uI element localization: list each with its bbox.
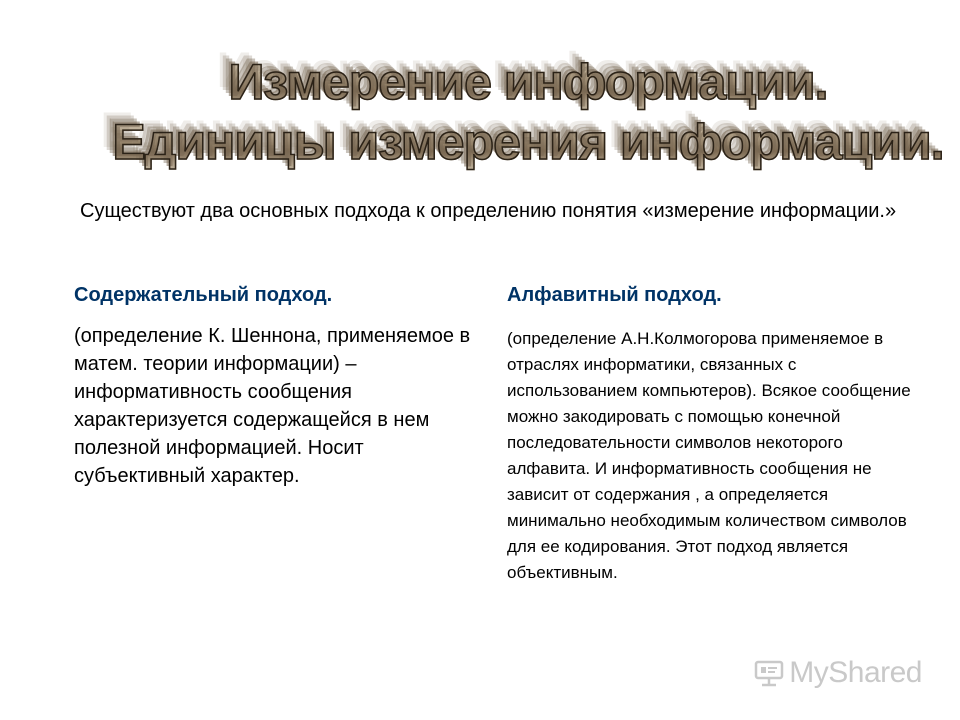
slide-title-line-2: Единицы измерения информации.: [48, 112, 960, 172]
alphabet-approach-column: [507, 282, 915, 586]
presentation-board-icon: [753, 658, 785, 688]
slide-title-line-1: Измерение информации.: [48, 52, 960, 112]
intro-text: Существуют два основных подхода к определению понятия «измерение информации.»: [80, 200, 897, 222]
content-approach-text: (определение К. Шеннона, применяемое в матем. теории информации) – информативность сообщения характеризуется содержащейся в нем полезной информацией. Носит субъективный характер.: [74, 325, 471, 487]
watermark: [753, 655, 922, 691]
watermark-text: MyShared: [789, 656, 922, 689]
alphabet-approach-text: (определение А.Н.Колмогорова применяемое в отраслях информатики, связанных с использованием компьютеров). Всякое сообщение можно закодировать с помощью конечной последовательности символов некоторого алфавита. И информативность сообщения не зависит от содержания , а определяется минимально необходимым количеством символов для ее кодирования. Этот подход является объективным.: [507, 329, 911, 582]
alphabet-approach-heading: Алфавитный подход.: [507, 284, 722, 306]
content-approach-column: [74, 282, 486, 490]
content-approach-heading: Содержательный подход.: [74, 284, 333, 306]
